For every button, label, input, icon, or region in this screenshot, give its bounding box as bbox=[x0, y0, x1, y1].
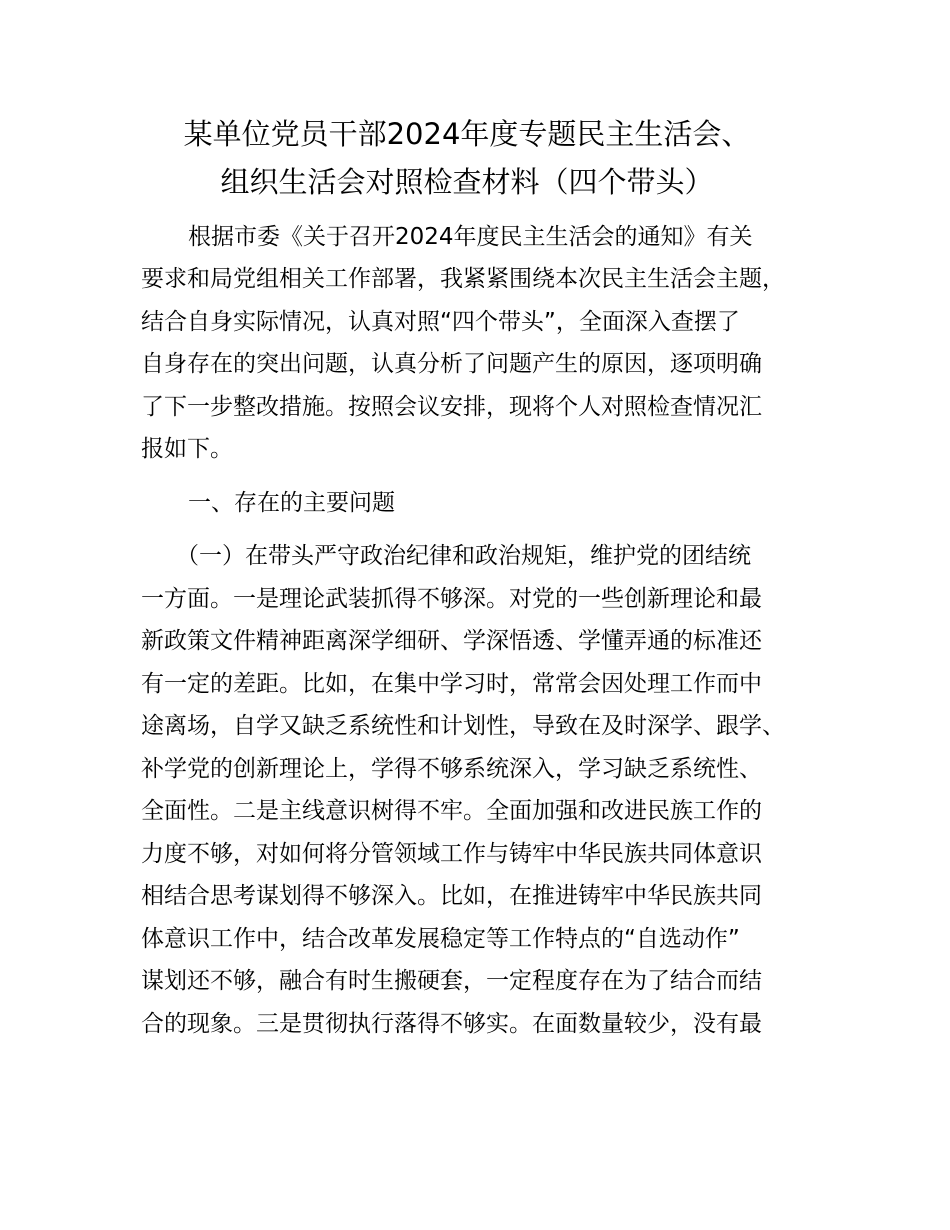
intro-paragraph-line: 自身存在的突出问题，认真分析了问题产生的原因，逐项明确 bbox=[141, 351, 762, 377]
document-title-line-2: 组织生活会对照检查材料（四个带头） bbox=[220, 165, 714, 199]
section-paragraph-line: 一方面。一是理论武装抓得不够深。对党的一些创新理论和最 bbox=[141, 586, 762, 612]
section-paragraph-line: 新政策文件精神距离深学细研、学深悟透、学懂弄通的标准还 bbox=[141, 628, 762, 654]
section-paragraph-line: 有一定的差距。比如，在集中学习时，常常会因处理工作而中 bbox=[141, 671, 762, 697]
intro-paragraph-line: 要求和局党组相关工作部署，我紧紧围绕本次民主生活会主题， bbox=[141, 266, 785, 292]
section-paragraph-line: 合的现象。三是贯彻执行落得不够实。在面数量较少，没有最 bbox=[141, 1011, 762, 1037]
section-paragraph-line: 力度不够，对如何将分管领域工作与铸牢中华民族共同体意识 bbox=[141, 841, 762, 867]
section-heading: 一、存在的主要问题 bbox=[188, 490, 395, 516]
section-paragraph-line: 谋划还不够，融合有时生搬硬套，一定程度存在为了结合而结 bbox=[141, 968, 762, 994]
intro-paragraph-line: 结合自身实际情况，认真对照“四个带头”，全面深入查摆了 bbox=[141, 309, 740, 335]
document-title-line-1: 某单位党员干部2024年度专题民主生活会、 bbox=[183, 117, 751, 151]
intro-paragraph-line: 了下一步整改措施。按照会议安排，现将个人对照检查情况汇 bbox=[141, 394, 762, 420]
section-paragraph-line: （一）在带头严守政治纪律和政治规矩，维护党的团结统 bbox=[176, 543, 751, 569]
intro-paragraph-line: 报如下。 bbox=[141, 436, 233, 462]
section-paragraph-line: 途离场，自学又缺乏系统性和计划性，导致在及时深学、跟学、 bbox=[141, 713, 785, 739]
intro-paragraph-line: 根据市委《关于召开2024年度民主生活会的通知》有关 bbox=[188, 224, 753, 250]
section-paragraph-line: 补学党的创新理论上，学得不够系统深入，学习缺乏系统性、 bbox=[141, 756, 762, 782]
section-paragraph-line: 全面性。二是主线意识树得不牢。全面加强和改进民族工作的 bbox=[141, 798, 762, 824]
section-paragraph-line: 体意识工作中，结合改革发展稳定等工作特点的“自选动作” bbox=[141, 926, 740, 952]
section-paragraph-line: 相结合思考谋划得不够深入。比如，在推进铸牢中华民族共同 bbox=[141, 883, 762, 909]
